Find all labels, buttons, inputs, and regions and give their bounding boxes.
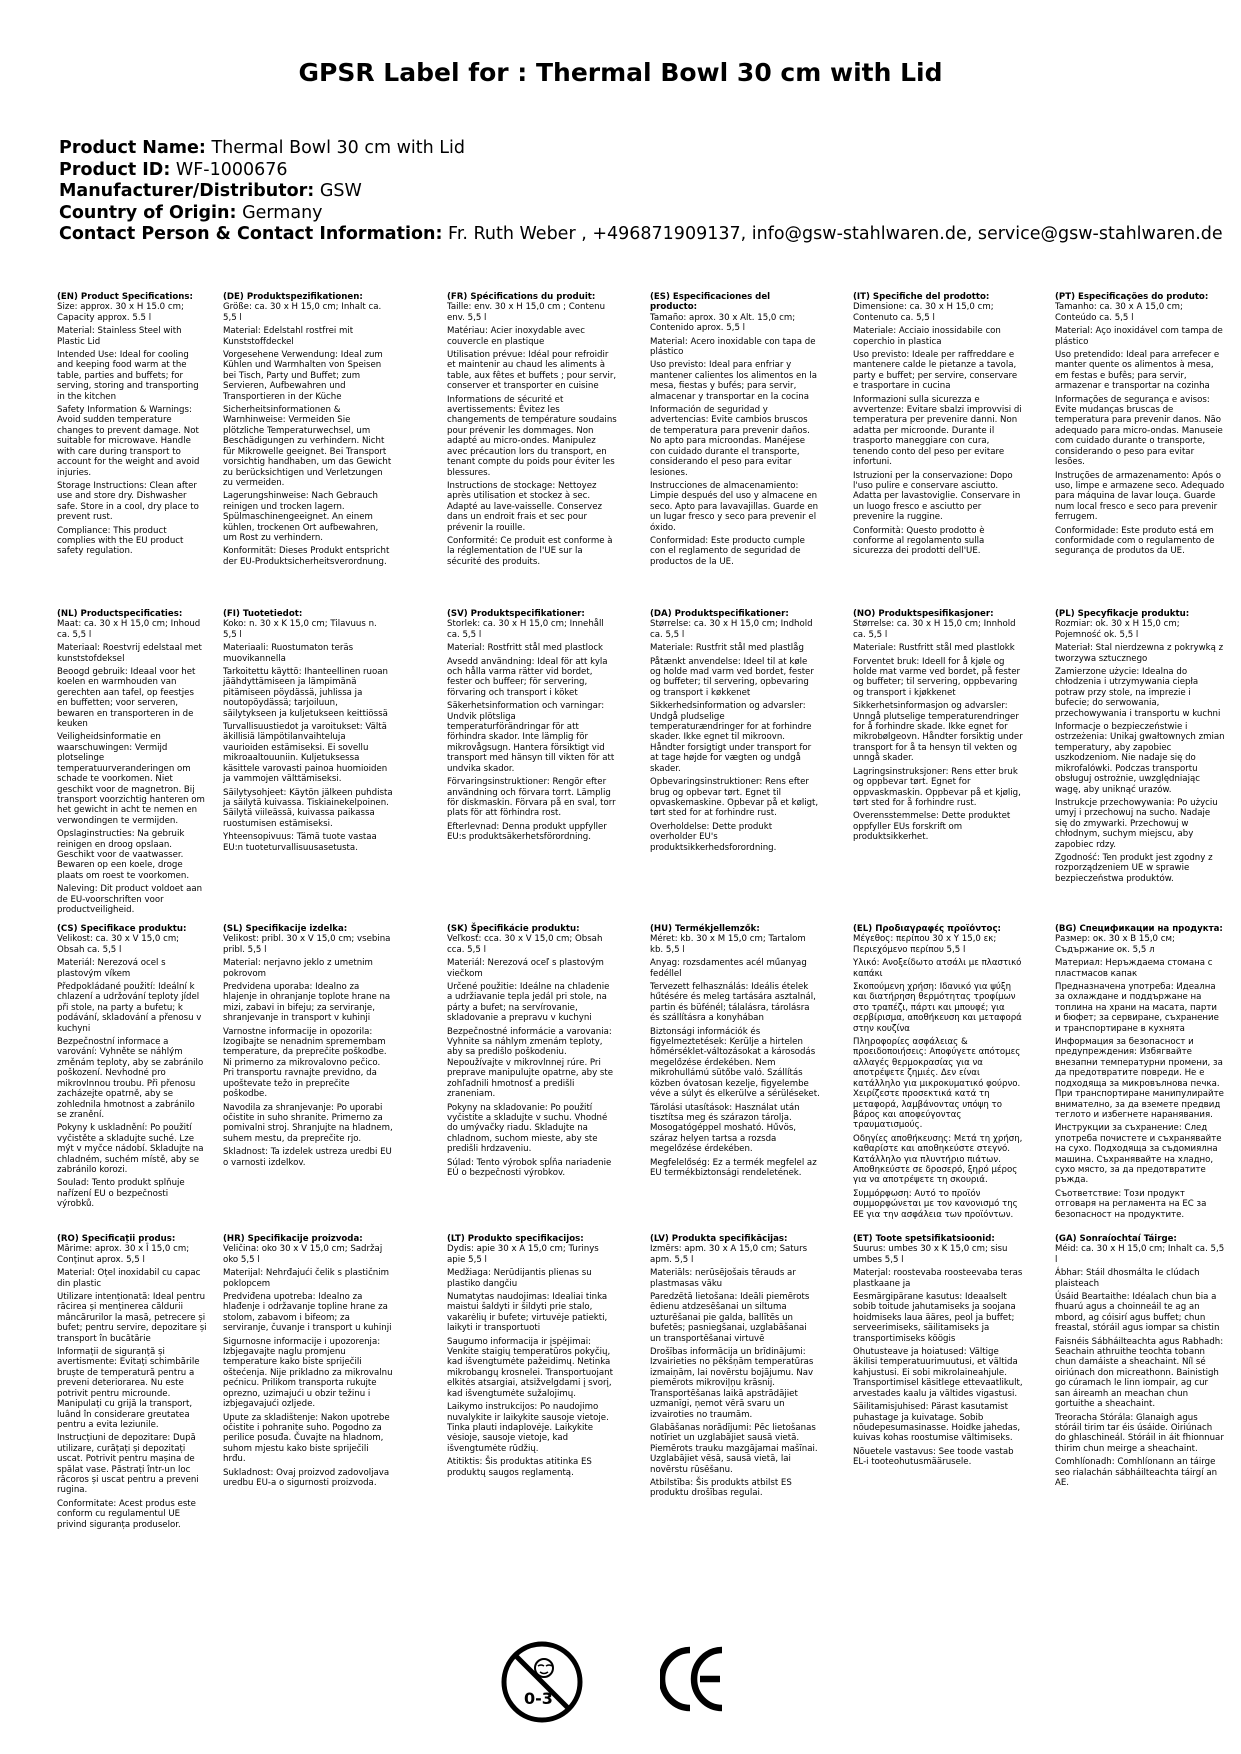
spec-block: [57, 1234, 207, 1533]
spec-paragraph: Materiál: Nerezová oceľ s plastovým viečkom: [447, 958, 604, 979]
spec-paragraph: Informations de sécurité et avertissements: Évitez les changements de température soudains pour prévenir les dommages. Non adapté au micro-ondes. Manipulez avec précaution lors du transport, en tenant compte du poids pour éviter les blessures.: [447, 394, 617, 478]
spec-paragraph: Υλικό: Ανοξείδωτο ατσάλι με πλαστικό καπάκι: [853, 958, 1022, 979]
spec-paragraph: Soulad: Tento produkt splňuje nařízení EU o bezpečnosti výrobků.: [57, 1178, 185, 1210]
manufacturer-value: GSW: [319, 181, 362, 201]
spec-heading: (NL) Productspecificaties:: [57, 609, 183, 619]
spec-paragraph: Materiale: Acciaio inossidabile con coperchio in plastica: [853, 326, 1001, 347]
spec-paragraph: Určené použitie: Ideálne na chladenie a udržiavanie tepla jedál pri stole, na párty a bufet; na servírovanie, skladovanie a prepravu v kuchyni: [447, 982, 610, 1024]
spec-paragraph: Instrucciones de almacenamiento: Limpie después del uso y almacene en seco. Apto para lavavajillas. Guarde en un lugar fresco y seco para prevenir el óxido.: [650, 480, 819, 533]
spec-block: [447, 292, 617, 570]
spec-block: [223, 292, 393, 570]
spec-heading: (BG) Спецификации на продукта:: [1055, 924, 1223, 934]
spec-paragraph: Nõuetele vastavus: See toode vastab EL-i tooteohutusmäärusele.: [853, 1446, 1014, 1468]
spec-paragraph: Súlad: Tento výrobok spĺňa nariadenie EÚ o bezpečnosti výrobkov.: [447, 1157, 612, 1178]
spec-block: [223, 1234, 393, 1491]
spec-paragraph: Taille: env. 30 x H 15,0 cm ; Contenu env. 5,5 l: [447, 302, 606, 323]
country-row: [59, 203, 1219, 225]
spec-paragraph: Utilisation prévue: Idéal pour refroidir et maintenir au chaud les aliments à table, aux fêtes et buffets ; pour servir, conserver et transporter en cuisine: [447, 350, 617, 392]
spec-paragraph: Sicherheitsinformationen & Warnhinweise: Vermeiden Sie plötzliche Temperaturwechsel, um Beschädigungen zu verhindern. Nicht für Mikrowelle geeignet. Bei Transport vorsichtig handhaben, um das Gewicht zu berücksichtigen und Verletzungen zu vermeiden.: [223, 405, 392, 488]
country-label: Country of Origin:: [59, 202, 237, 223]
spec-paragraph: Påtænkt anvendelse: Ideel til at køle og holde mad varm ved bordet, fester og buffeter; til servering, opbevaring og transport i køkkenet: [650, 656, 814, 698]
spec-paragraph: Säilytysohjeet: Käytön jälkeen puhdista ja säilytä kuivassa. Tiskiainekelpoinen. Säilytä viileässä, kuivassa paikassa ruostumisen estämiseksi.: [223, 787, 393, 829]
spec-paragraph: Instrucțiuni de depozitare: După utilizare, curățați și depozitați uscat. Potrivit pentru mașina de spălat vase. Păstrați într-un loc răcoros și uscat pentru a preveni rugina.: [57, 1433, 199, 1496]
spec-paragraph: Storage Instructions: Clean after use and store dry. Dishwasher safe. Store in a cool, dry place to prevent rust.: [57, 480, 199, 523]
spec-paragraph: Biztonsági információk és figyelmeztetések: Kerülje a hirtelen hőmérséklet-változásokat a károsodás megelőzése érdekében. Nem mikrohullámú sütőbe való. Szállítás közben óvatosan kezelje, figyelembe véve a súlyt és elkerülve a sérüléseket.: [650, 1026, 820, 1100]
spec-block: [447, 1234, 617, 1481]
spec-paragraph: Bezpečnostné informácie a varovania: Vyhnite sa náhlym zmenám teploty, aby sa predišlo poškodeniu. Nepoužívajte v mikrovlnnej rúre. Pri preprave manipulujte opatrne, aby ste zohľadnili hmotnosť a predišli zraneniam.: [447, 1026, 614, 1100]
spec-block: [1055, 924, 1225, 1223]
spec-paragraph: Laikymo instrukcijos: Po naudojimo nuvalykite ir laikykite sausoje vietoje. Tinka plauti indaplovėje. Laikykite vėsioje, sausoje vietoje, kad išvengtumėte rūdžių.: [447, 1402, 609, 1454]
spec-paragraph: Mărime: aprox. 30 x Î 15,0 cm; Conținut aprox. 5,5 l: [57, 1244, 190, 1265]
product-name-label: Product Name:: [59, 138, 206, 158]
spec-paragraph: Glabāšanas norādījumi: Pēc lietošanas notīriet un uzglabājiet sausā vietā. Piemērots trauku mazgājamai mašīnai. Uzglabājiet vēsā, sausā vietā, lai novērstu rūsēšanu.: [650, 1422, 818, 1475]
spec-paragraph: Varnostne informacije in opozorila: Izogibajte se nenadnim spremembam temperature, da preprečite poškodbe. Ni primerno za mikrovalovno pečico. Pri transportu ravnajte previdno, da upoštevate težo in preprečite poškodbe.: [223, 1026, 387, 1100]
spec-paragraph: Upute za skladištenje: Nakon upotrebe očistite i pohranite suho. Pogodno za perilice posuđa. Čuvajte na hladnom, suhom mjestu kako biste spriječili hrđu.: [223, 1412, 390, 1465]
spec-paragraph: Material: Edelstahl rostfrei mit Kunststoffdeckel: [223, 326, 354, 347]
spec-paragraph: Anyag: rozsdamentes acél műanyag fedéllel: [650, 958, 807, 979]
spec-heading: (HU) Termékjellemzők:: [650, 924, 760, 934]
spec-paragraph: Matériau: Acier inoxydable avec couvercle en plastique: [447, 326, 585, 347]
spec-paragraph: Compliance: This product complies with the EU product safety regulation.: [57, 525, 184, 557]
spec-block: [223, 924, 393, 1171]
spec-paragraph: Размер: ок. 30 x В 15,0 см; Съдържание ок. 5,5 л: [1055, 934, 1175, 955]
spec-paragraph: Säilitamisjuhised: Pärast kasutamist puhastage ja kuivatage. Sobib nõudepesumasinasse. Hoidke jahedas, kuivas kohas roostumise vältimiseks.: [853, 1402, 1021, 1444]
spec-heading: (LT) Produkto specifikacijos:: [447, 1234, 584, 1244]
spec-paragraph: Sikkerhetsinformasjon og advarsler: Unngå plutselige temperaturendringer for å forhindre skade. Ikke egnet for mikrobølgeovn. Håndter forsiktig under transport for å ta hensyn til vekten og unngå skader.: [853, 701, 1023, 764]
contact-label: Contact Person & Contact Information:: [59, 224, 443, 244]
spec-paragraph: Material: Rostfritt stål med plastlock: [447, 643, 604, 654]
spec-paragraph: Izmērs: apm. 30 x A 15,0 cm; Saturs apm. 5,5 l: [650, 1244, 808, 1265]
spec-paragraph: Materiale: Rustfrit stål med plastlåg: [650, 643, 804, 654]
spec-paragraph: Saugumo informacija ir įspėjimai: Venkite staigių temperatūros pokyčių, kad išvengtumėte pažeidimų. Netinka mikrobangų krosnelei. Transportuojant elkitės atsargiai, atsižvelgdami į svorį, kad išvengtumėte sužalojimų.: [447, 1336, 613, 1399]
spec-paragraph: Overensstemmelse: Dette produktet oppfyller EUs forskrift om produktsikkerhet.: [853, 811, 1011, 843]
spec-paragraph: Tamaño: aprox. 30 x Alt. 15,0 cm; Contenido aprox. 5,5 l: [650, 312, 796, 334]
spec-paragraph: Информация за безопасност и предупреждения: Избягвайте внезапни температурни промени, за да предотвратите повреди. Не е подходяща за микровълнова печка. При транспортиране манипулирайте внимателно, за да вземете предвид теглото и избегнете наранявания.: [1055, 1037, 1224, 1120]
spec-paragraph: Conformitate: Acest produs este conform cu regulamentul UE privind siguranța produselor.: [57, 1498, 196, 1530]
spec-heading: (FI) Tuotetiedot:: [223, 609, 303, 619]
product-info: [59, 138, 1223, 246]
spec-paragraph: Tamanho: ca. 30 x A 15,0 cm; Conteúdo ca. 5,5 l: [1055, 302, 1183, 323]
spec-paragraph: Ábhar: Stáil dhosmálta le clúdach plaisteach: [1055, 1268, 1200, 1289]
spec-paragraph: Suurus: umbes 30 x K 15,0 cm; sisu umbes 5,5 l: [853, 1244, 1008, 1265]
spec-paragraph: Sukladnost: Ovaj proizvod zadovoljava uredbu EU-a o sigurnosti proizvoda.: [223, 1467, 390, 1488]
spec-paragraph: Safety Information & Warnings: Avoid sudden temperature changes to prevent damage. Not suitable for microwave. Handle with care during transport to account for the weight and avoid injuries.: [57, 405, 200, 478]
spec-paragraph: Méret: kb. 30 x M 15,0 cm; Tartalom kb. 5,5 l: [650, 934, 806, 955]
spec-paragraph: Utilizare intenționată: Ideal pentru răcirea și menținerea căldurii mâncărurilor la masă, petrecere și bufet; pentru servire, depozitare și transport în bucătărie: [57, 1292, 207, 1344]
spec-paragraph: Instructions de stockage: Nettoyez après utilisation et stockez à sec. Adapté au lave-vaisselle. Conservez dans un endroit frais et sec pour prévenir la rouille.: [447, 480, 603, 533]
spec-paragraph: Numatytas naudojimas: Idealiai tinka maistui šaldyti ir šildyti prie stalo, vakarėlių ir bufete; virtuvėje patiekti, laikyti ir transportuoti: [447, 1292, 608, 1334]
spec-paragraph: Skladnost: Ta izdelek ustreza uredbi EU o varnosti izdelkov.: [223, 1147, 392, 1168]
spec-block: [447, 924, 617, 1181]
spec-paragraph: Úsáid Beartaithe: Idéalach chun bia a fhuarú agus a choinneáil te ag an mbord, ag cóisirí agus buffet; chun freastal, stóráil agus iompar sa chistin: [1055, 1292, 1220, 1334]
spec-paragraph: Maat: ca. 30 x H 15,0 cm; Inhoud ca. 5,5 l: [57, 619, 201, 640]
spec-block: [650, 1234, 820, 1502]
spec-paragraph: Предназначена употреба: Идеална за охлаждане и поддържане на топлина на храни на масата, парти и бюфет; за сервиране, съхранение и транспортиране в кухнята: [1055, 982, 1219, 1034]
spec-block: [447, 609, 617, 846]
spec-paragraph: Medžiaga: Nerūdijantis plienas su plastiko dangčiu: [447, 1268, 592, 1289]
spec-paragraph: Ohutusteave ja hoiatused: Vältige äkilisi temperatuurimuutusi, et vältida kahjustusi. Ei sobi mikrolaineahjule. Transportimisel käsitlege ettevaatlikult, arvestades kaalu ja vältides vigastusi.: [853, 1347, 1023, 1399]
spec-paragraph: Material: Aço inoxidável com tampa de plástico: [1055, 326, 1223, 347]
spec-paragraph: Conformité: Ce produit est conforme à la réglementation de l'UE sur la sécurité des produits.: [447, 535, 613, 567]
spec-paragraph: Drošības informācija un brīdinājumi: Izvairieties no pēkšņām temperatūras izmaiņām, lai novērstu bojājumu. Nav piemērots mikroviļņu krāsnij. Transportēšanas laikā apstrādājiet uzmanīgi, ņemot vērā svaru un izvairoties no traumām.: [650, 1347, 814, 1420]
spec-paragraph: Material: Acero inoxidable con tapa de plástico: [650, 336, 816, 358]
spec-paragraph: Säkerhetsinformation och varningar: Undvik plötsliga temperaturförändringar för att förhindra skador. Inte lämplig för mikrovågsugn. Hantera försiktigt vid transport med hänsyn till vikten för att undvika skador.: [447, 701, 615, 774]
spec-paragraph: Instrukcje przechowywania: Po użyciu umyj i przechowuj na sucho. Nadaje się do zmywarki. Przechowuj w chłodnym, suchym miejscu, aby zapobiec rdzy.: [1055, 797, 1218, 850]
spec-paragraph: Velikost: pribl. 30 x V 15,0 cm; vsebina pribl. 5,5 l: [223, 934, 391, 955]
age-warning-icon: [500, 1640, 584, 1728]
spec-block: [853, 609, 1023, 846]
spec-paragraph: Dydis: apie 30 x A 15,0 cm; Turinys apie 5,5 l: [447, 1244, 599, 1265]
product-id-label: Product ID:: [59, 159, 171, 180]
spec-paragraph: Sigurnosne informacije i upozorenja: Izbjegavajte naglu promjenu temperature kako biste spriječili oštećenja. Nije prikladno za mikrovalnu pećnicu. Prilikom transporta rukujte oprezno, uzimajući u obzir težinu i izbjegavajući ozljede.: [223, 1336, 393, 1410]
spec-paragraph: Veľkosť: cca. 30 x V 15,0 cm; Obsah cca. 5,5 l: [447, 934, 603, 955]
spec-paragraph: Navodila za shranjevanje: Po uporabi očistite in suho shranite. Primerno za pomivalni stroj. Shranjujte na hladnem, suhem mestu, da preprečite rjo.: [223, 1102, 393, 1144]
spec-paragraph: Atbilstība: Šis produkts atbilst ES produktu drošības regulai.: [650, 1477, 792, 1499]
spec-paragraph: Dimensione: ca. 30 x H 15,0 cm; Contenuto ca. 5,5 l: [853, 302, 994, 323]
spec-heading: (ES) Especificaciones del producto:: [650, 292, 771, 313]
spec-paragraph: Pokyny k uskladnění: Po použití vyčistěte a skladujte suché. Lze mýt v myčce nádobí. Skladujte na chladném, suchém místě, aby se zabránilo korozi.: [57, 1123, 204, 1175]
spec-paragraph: Μέγεθος: περίπου 30 x Υ 15,0 εκ; Περιεχόμενο περίπου 5,5 l: [853, 934, 997, 955]
spec-block: [853, 292, 1023, 560]
spec-block: [57, 292, 207, 560]
spec-paragraph: Οδηγίες αποθήκευσης: Μετά τη χρήση, καθαρίστε και αποθηκεύστε στεγνό. Κατάλληλο για πλυντήριο πιάτων. Αποθηκεύστε σε δροσερό, ξηρό μέρος για να αποτρέψετε τη σκουριά.: [853, 1133, 1023, 1186]
spec-paragraph: Förvaringsinstruktioner: Rengör efter användning och förvara torrt. Lämplig för diskmaskin. Förvara på en sval, torr plats för att förhindra rost.: [447, 777, 616, 819]
spec-paragraph: Overholdelse: Dette produkt overholder EU's produktsikkerhedsforordning.: [650, 821, 777, 853]
spec-paragraph: Uso previsto: Ideal para enfriar y mantener calientes los alimentos en la mesa, fiestas y bufés; para servir, almacenar y transportar en la cocina: [650, 360, 818, 402]
spec-heading: (HR) Specifikacije proizvoda:: [223, 1234, 363, 1244]
contact-value: Fr. Ruth Weber , +496871909137, info@gsw-stahlwaren.de, service@gsw-stahlwaren.de: [448, 224, 1223, 244]
manufacturer-label: Manufacturer/Distributor:: [59, 181, 315, 201]
spec-paragraph: Lagerungshinweise: Nach Gebrauch reinigen und trocken lagern. Spülmaschinengeeignet. An einem kühlen, trockenen Ort aufbewahren, um Rost zu verhindern.: [223, 491, 379, 543]
spec-paragraph: Σκοπούμενη χρήση: Ιδανικό για ψύξη και διατήρηση θερμότητας τροφίμων στο τραπέζι, πάρτι και μπουφέ; για σερβίρισμα, αποθήκευση και μεταφορά στην κουζίνα: [853, 982, 1022, 1034]
spec-paragraph: Treoracha Stórála: Glanaigh agus stóráil tirim tar éis úsáide. Oiriúnach do ghlaschineál. Stóráil in áit fhionnuar thirim chun meirge a sheachaint.: [1055, 1412, 1224, 1454]
spec-paragraph: Predviđena upotreba: Idealno za hlađenje i održavanje topline hrane za stolom, zabavom i bifeom; za serviranje, čuvanje i transport u kuhinji: [223, 1292, 392, 1334]
spec-heading: (FR) Spécifications du produit:: [447, 292, 596, 302]
spec-heading: (SV) Produktspecifikationer:: [447, 609, 585, 619]
country-value: Germany: [242, 202, 323, 223]
product-name-row: [59, 138, 1219, 160]
product-name-value: Thermal Bowl 30 cm with Lid: [211, 138, 465, 158]
spec-paragraph: Conformidade: Este produto está em conformidade com o regulamento de segurança de produtos da UE.: [1055, 525, 1215, 557]
spec-paragraph: Intended Use: Ideal for cooling and keeping food warm at the table, parties and buffets; for serving, storing and transporting in the kitchen: [57, 350, 199, 402]
spec-paragraph: Größe: ca. 30 x H 15,0 cm; Inhalt ca. 5,5 l: [223, 302, 382, 323]
spec-paragraph: Koko: n. 30 x K 15,0 cm; Tilavuus n. 5,5 l: [223, 619, 377, 640]
spec-block: [650, 292, 820, 570]
spec-paragraph: Materiał: Stal nierdzewna z pokrywką z tworzywa sztucznego: [1055, 643, 1224, 664]
spec-heading: (GA) Sonraíochtaí Táirge:: [1055, 1234, 1177, 1244]
spec-paragraph: Conformità: Questo prodotto è conforme al regolamento sulla sicurezza dei prodotti dell'UE.: [853, 525, 985, 557]
spec-heading: (RO) Specificații produs:: [57, 1234, 176, 1244]
spec-paragraph: Atitiktis: Šis produktas atitinka ES produktų saugos reglamentą.: [447, 1457, 592, 1478]
spec-paragraph: Vorgesehene Verwendung: Ideal zum Kühlen und Warmhalten von Speisen bei Tisch, Party und Buffet; zum Servieren, Aufbewahren und Transportieren in der Küche: [223, 350, 383, 402]
spec-paragraph: Material: nerjavno jeklo z umetnim pokrovom: [223, 958, 373, 979]
spec-block: [57, 609, 207, 918]
spec-paragraph: Efterlevnad: Denna produkt uppfyller EU:s produktsäkerhetsförordning.: [447, 821, 607, 843]
compliance-logos: [0, 1640, 1241, 1730]
spec-paragraph: Comhlíonadh: Comhlíonann an táirge seo rialachán sábháilteachta táirgí an AE.: [1055, 1457, 1218, 1488]
spec-paragraph: Predvidena uporaba: Idealno za hlajenje in ohranjanje toplote hrane na mizi, zabavi in bifeju; za serviranje, shranjevanje in transport v kuhinji: [223, 982, 391, 1024]
spec-paragraph: Instruções de armazenamento: Após o uso, limpe e armazene seco. Adequado para máquina de lavar louça. Guarde num local fresco e seco para prevenir ferrugem.: [1055, 470, 1225, 523]
spec-paragraph: Materiāls: nerūsējošais tērauds ar plastmasas vāku: [650, 1268, 796, 1289]
spec-block: [1055, 1234, 1225, 1491]
spec-block: [1055, 609, 1225, 887]
spec-paragraph: Paredzētā lietošana: Ideāli piemērots ēdienu atdzesēšanai un siltuma uzturēšanai pie galda, ballītēs un bufetēs; pasniegšanai, uzglabāšanai un transportēšanai virtuvē: [650, 1292, 810, 1344]
spec-paragraph: Størrelse: ca. 30 x H 15,0 cm; Innhold ca. 5,5 l: [853, 619, 1016, 640]
product-id-row: [59, 160, 1219, 182]
spec-heading: (PL) Specyfikacje produktu:: [1055, 609, 1190, 619]
spec-paragraph: Size: approx. 30 x H 15.0 cm; Capacity approx. 5.5 l: [57, 302, 184, 323]
age-warning-text: 0-3: [524, 1689, 553, 1708]
spec-block: [1055, 292, 1225, 560]
spec-paragraph: Tarkoitettu käyttö: Ihanteellinen ruoan jäähdyttämiseen ja lämpimänä pitämiseen pöydässä, juhlissa ja noutopöydässä; tarjoiluun, säilytykseen ja kuljetukseen keittiössä: [223, 667, 388, 719]
contact-row: [59, 224, 1223, 246]
spec-block: [650, 609, 820, 856]
spec-paragraph: Informazioni sulla sicurezza e avvertenze: Evitare sbalzi improvvisi di temperatura per prevenire danni. Non adatta per microonde. Durante il trasporto maneggiare con cura, tenendo conto del peso per evitare infortuni.: [853, 394, 1022, 468]
spec-paragraph: Conformidad: Este producto cumple con el reglamento de seguridad de productos de la UE.: [650, 535, 805, 567]
spec-paragraph: Méid: ca. 30 x H 15,0 cm; Inhalt ca. 5,5 l: [1055, 1244, 1225, 1265]
spec-paragraph: Informații de siguranță și avertismente: Evitați schimbările bruște de temperatură pentru a preveni deteriorarea. Nu este potrivit pentru microunde. Manipulați cu grijă la transport, luând în considerare greutatea pentru a evita leziunile.: [57, 1347, 200, 1430]
spec-paragraph: Forventet bruk: Ideell for å kjøle og holde mat varme ved bordet, på fester og buffeter; til servering, oppbevaring og transport i kjøkkenet: [853, 656, 1021, 698]
spec-paragraph: Πληροφορίες ασφάλειας & προειδοποιήσεις: Αποφύγετε απότομες αλλαγές θερμοκρασίας για να αποτρέψετε ζημιές. Δεν είναι κατάλληλο για μικροκυματικό φούρνο. Χειρίζεστε προσεκτικά κατά τη μεταφορά, λαμβάνοντας υπόψη το βάρος και αποφεύγοντας τραυματισμούς.: [853, 1037, 1021, 1131]
spec-paragraph: Yhteensopivuus: Tämä tuote vastaa EU:n tuoteturvallisuusasetusta.: [223, 832, 377, 853]
spec-paragraph: Lagringsinstruksjoner: Rens etter bruk og oppbevar tørt. Egnet for oppvaskmaskin. Oppbevar på et kjølig, tørt sted for å forhindre rust.: [853, 766, 1021, 808]
product-id-value: WF-1000676: [175, 159, 288, 180]
spec-block: [650, 924, 820, 1181]
spec-heading: (CS) Specifikace produktu:: [57, 924, 187, 934]
spec-paragraph: Zamierzone użycie: Idealna do chłodzenia i utrzymywania ciepła potraw przy stole, na imprezie i bufecie; do serwowania, przechowywania i transportu w kuchni: [1055, 667, 1221, 719]
spec-heading: (IT) Specifiche del prodotto:: [853, 292, 990, 302]
spec-paragraph: Material: Stainless Steel with Plastic Lid: [57, 326, 182, 347]
ce-mark-icon: [660, 1644, 726, 1718]
spec-paragraph: Материал: Неръждаема стомана с пластмасов капак: [1055, 958, 1213, 979]
spec-paragraph: Zgodność: Ten produkt jest zgodny z rozporządzeniem UE w sprawie bezpieczeństwa produktów.: [1055, 852, 1213, 884]
spec-paragraph: Beoogd gebruik: Ideaal voor het koelen en warmhouden van gerechten aan tafel, op feestjes en buffetten; voor serveren, bewaren en transporteren in de keuken: [57, 667, 196, 730]
spec-paragraph: Material: Oțel inoxidabil cu capac din plastic: [57, 1268, 201, 1289]
spec-block: [853, 1234, 1023, 1471]
spec-paragraph: Størrelse: ca. 30 x H 15,0 cm; Indhold ca. 5,5 l: [650, 619, 813, 640]
spec-paragraph: Turvallisuustiedot ja varoitukset: Vältä äkillisiä lämpötilanvaihteluja vaurioiden estämiseksi. Ei sovellu mikroaaltouuniin. Kuljetuksessa käsittele varovasti painoa huomioiden ja vammojen välttämiseksi.: [223, 722, 388, 785]
spec-paragraph: Megfelelőség: Ez a termék megfelel az EU termékbiztonsági rendeletének.: [650, 1157, 817, 1178]
spec-paragraph: Rozmiar: ok. 30 x H 15,0 cm; Pojemność ok. 5,5 l: [1055, 619, 1180, 640]
spec-paragraph: Uso previsto: Ideale per raffreddare e mantenere calde le pietanze a tavola, party e buffet; per servire, conservare e trasportare in cucina: [853, 350, 1018, 392]
spec-paragraph: Tervezett felhasználás: Ideális ételek hűtésére és meleg tartására asztalnál, partin és büfénél; tálalásra, tárolásra és szállításra a konyhában: [650, 982, 816, 1024]
spec-paragraph: Bezpečnostní informace a varování: Vyhněte se náhlým změnám teploty, aby se zabránilo poškození. Nevhodné pro mikrovlnnou troubu. Při přenosu zacházejte opatrně, aby se zohlednila hmotnost a zabránilo se zranění.: [57, 1037, 204, 1120]
spec-paragraph: Opslaginstructies: Na gebruik reinigen en droog opslaan. Geschikt voor de vaatwasser. Bewaren op een koele, droge plaats om roest te voorkomen.: [57, 829, 190, 881]
spec-paragraph: Předpokládané použití: Ideální k chlazení a udržování teploty jídel při stole, na party a bufetu; k podávání, skladování a přenosu v kuchyni: [57, 982, 202, 1034]
spec-block: [853, 924, 1023, 1223]
spec-paragraph: Avsedd användning: Ideal för att kyla och hålla varma rätter vid bordet, fester och buffeer; för servering, förvaring och transport i köket: [447, 656, 608, 698]
spec-heading: (EL) Προδιαγραφές προϊόντος:: [853, 924, 1001, 934]
spec-paragraph: Naleving: Dit product voldoet aan de EU-voorschriften voor productveiligheid.: [57, 884, 203, 915]
spec-heading: (ET) Toote spetsifikatsioonid:: [853, 1234, 995, 1244]
spec-heading: (DE) Produktspezifikationen:: [223, 292, 363, 302]
spec-paragraph: Istruzioni per la conservazione: Dopo l'uso pulire e conservare asciutto. Adatta per lavastoviglie. Conservare in un luogo fresco e asciutto per prevenire la ruggine.: [853, 470, 1021, 523]
spec-heading: (NO) Produktspesifikasjoner:: [853, 609, 994, 619]
spec-paragraph: Materiaali: Ruostumaton teräs muovikannella: [223, 643, 354, 664]
spec-paragraph: Sikkerhedsinformation og advarsler: Undgå pludselige temperaturændringer for at forhindre skader. Ikke egnet til mikroovn. Håndter forsigtigt under transport for at tage højde for vægten og undgå skader.: [650, 701, 812, 774]
spec-block: [223, 609, 393, 856]
spec-paragraph: Informacje o bezpieczeństwie i ostrzeżenia: Unikaj gwałtownych zmian temperatury, aby zapobiec uszkodzeniom. Nie nadaje się do mikrofalówki. Podczas transportu obsługuj ostrożnie, uwzględniając wagę, aby uniknąć urazów.: [1055, 722, 1225, 795]
spec-paragraph: Συμμόρφωση: Αυτό το προϊόν συμμορφώνεται με τον κανονισμό της ΕΕ για την ασφάλεια των προϊόντων.: [853, 1188, 1018, 1220]
spec-heading: (PT) Especificações do produto:: [1055, 292, 1209, 302]
spec-paragraph: Uso pretendido: Ideal para arrefecer e manter quente os alimentos à mesa, em festas e bufês; para servir, armazenar e transportar na cozinha: [1055, 350, 1220, 392]
spec-paragraph: Tárolási utasítások: Használat után tisztítsa meg és szárazon tárolja. Mosogatógéppel mosható. Hűvös, száraz helyen tartsa a rozsda megelőzése érdekében.: [650, 1102, 800, 1155]
spec-paragraph: Velikost: ca. 30 x V 15,0 cm; Obsah ca. 5,5 l: [57, 934, 180, 955]
spec-paragraph: Informações de segurança e avisos: Evite mudanças bruscas de temperatura para prevenir danos. Não adequado para micro-ondas. Manuseie com cuidado durante o transporte, considerando o peso para evitar lesões.: [1055, 394, 1223, 468]
spec-block: [57, 924, 207, 1213]
spec-paragraph: Pokyny na skladovanie: Po použití vyčistite a skladujte v suchu. Vhodné do umývačky riadu. Skladujte na chladnom, suchom mieste, aby ste predišli hrdzaveniu.: [447, 1102, 608, 1155]
spec-paragraph: Materijal: Nehrđajući čelik s plastičnim poklopcem: [223, 1268, 390, 1289]
spec-paragraph: Veiligheidsinformatie en waarschuwingen: Vermijd plotselinge temperatuurveranderingen om schade te voorkomen. Niet geschikt voor de magnetron. Bij transport voorzichtig hanteren om het gewicht in acht te nemen en verwondingen te vermijden.: [57, 732, 205, 826]
manufacturer-row: [59, 181, 1219, 203]
page-title: GPSR Label for : Thermal Bowl 30 cm with Lid: [298, 58, 943, 87]
spec-heading: (SL) Specifikacije izdelka:: [223, 924, 348, 934]
spec-paragraph: Storlek: ca. 30 x H 15,0 cm; Innehåll ca. 5,5 l: [447, 619, 604, 640]
spec-paragraph: Съответствие: Този продукт отговаря на регламента на ЕС за безопасност на продуктите.: [1055, 1188, 1207, 1220]
spec-paragraph: Veličina: oko 30 x V 15,0 cm; Sadržaj oko 5,5 l: [223, 1244, 383, 1265]
spec-heading: (EN) Product Specifications:: [57, 292, 193, 302]
spec-paragraph: Инструкции за съхранение: След употреба почистете и съхранявайте на сухо. Подходяща за съдомиялна машина. Съхранявайте на хладно, сухо място, за да предотвратите ръжда.: [1055, 1123, 1222, 1186]
spec-heading: (LV) Produkta specifikācijas:: [650, 1234, 788, 1244]
spec-paragraph: Faisnéis Sábháilteachta agus Rabhadh: Seachain athruithe teochta tobann chun damáiste a sheachaint. Níl sé oiriúnach don micreathonn. Bainistigh go cúramach le linn iompair, ag cur san áireamh an meachan chun gortuithe a sheachaint.: [1055, 1336, 1224, 1410]
spec-heading: (SK) Špecifikácie produktu:: [447, 924, 580, 934]
spec-heading: (DA) Produktspecifikationer:: [650, 609, 789, 619]
spec-paragraph: Materiaal: Roestvrij edelstaal met kunststofdeksel: [57, 643, 202, 664]
spec-paragraph: Materiale: Rustfritt stål med plastlokk: [853, 643, 1015, 654]
spec-paragraph: Información de seguridad y advertencias: Evite cambios bruscos de temperatura para prevenir daños. No apto para microondas. Manéjese con cuidado durante el transporte, considerando el peso para evitar lesiones.: [650, 405, 810, 478]
spec-paragraph: Materiál: Nerezová ocel s plastovým víkem: [57, 958, 166, 979]
spec-paragraph: Konformität: Dieses Produkt entspricht der EU-Produktsicherheitsverordnung.: [223, 546, 390, 567]
spec-paragraph: Opbevaringsinstruktioner: Rens efter brug og opbevar tørt. Egnet til opvaskemaskine. Opbevar på et køligt, tørt sted for at forhindre rust.: [650, 777, 819, 819]
spec-paragraph: Eesmärgipärane kasutus: Ideaalselt sobib toitude jahutamiseks ja soojana hoidmiseks laua ääres, peol ja buffet; serveerimiseks, säilitamiseks ja transportimiseks köögis: [853, 1292, 1016, 1344]
spec-paragraph: Materjal: roostevaba roosteevaba teras plastkaane ja: [853, 1268, 1023, 1289]
